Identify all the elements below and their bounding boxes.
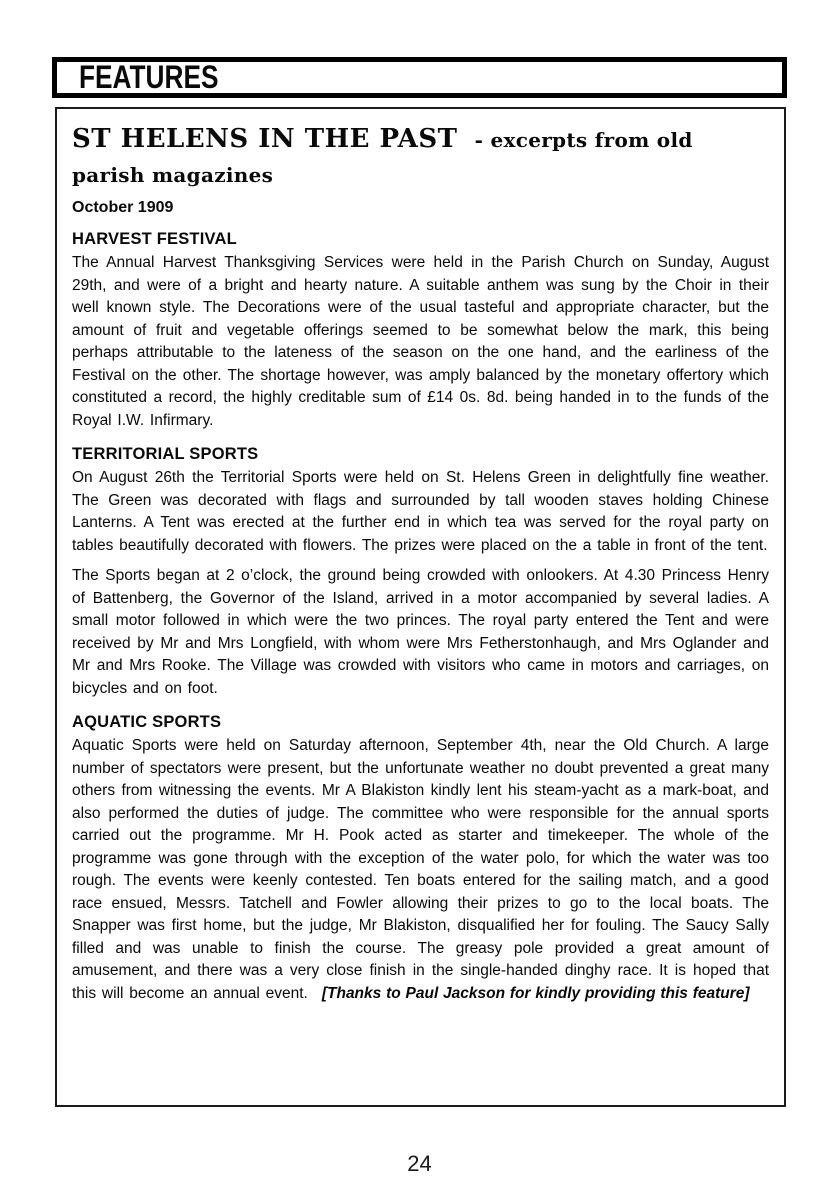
aquatic-sports-paragraph-text: Aquatic Sports were held on Saturday afternoon, September 4th, near the Old Church. A large number of spectators were present, but the unfortunate weather no doubt prevented a great many others from witnessing the events. Mr A Blakiston kindly lent his steam-yacht as a mark-boat, and also performed the duties of judge. The committee who were responsible for the annual sports carried out the programme. Mr H. Pook acted as starter and timekeeper. The whole of the programme was gone through with the exception of the water polo, for which the water was too rough. The events were keenly contested. Ten boats entered for the sailing match, and a good race ensued, Messrs. Tatchell and Fowler allowing their prizes to go to the local boats. The Snapper was first home, but the judge, Mr Blakiston, disqualified her for fouling. The Saucy Sally filled and was unable to finish the course. The greasy pole provided a great amount of amusement, and there was a very close finish in the single-handed dinghy race. It is hoped that this will become an annual event.: [72, 737, 769, 1002]
features-header-box: [52, 57, 787, 98]
article-title-subtitle: - excerpts from old parish magazines: [72, 128, 693, 188]
harvest-festival-paragraph: The Annual Harvest Thanksgiving Services were held in the Parish Church on Sunday, August 29th, and were of a bright and hearty nature. A suitable anthem was sung by the Choir in their well known style. The Decorations were of the usual tasteful and appropriate character, but the amount of fruit and vegetable offerings seemed to be somewhat below the mark, this being perhaps attributable to the lateness of the season on the one hand, and the earliness of the Festival on the other. The shortage however, was amply balanced by the monetary offertory which constituted a record, the highly creditable sum of £14 0s. 8d. being handed in to the funds of the Royal I.W. Infirmary.: [72, 254, 769, 429]
section-heading-harvest-festival: HARVEST FESTIVAL: [72, 230, 237, 249]
article-title: [72, 119, 769, 189]
article-box: [55, 107, 786, 1107]
section-heading-aquatic-sports: AQUATIC SPORTS: [72, 713, 222, 732]
page-number: 24: [407, 1151, 432, 1176]
article-date: October 1909: [72, 199, 174, 217]
aquatic-sports-paragraph: [72, 735, 769, 1005]
territorial-sports-paragraph-1: On August 26th the Territorial Sports were held on St. Helens Green in delightfully fine weather. The Green was decorated with flags and surrounded by tall wooden staves holding Chinese Lanterns. A Tent was erected at the further end in which tea was served for the royal party on tables beautifully decorated with flowers. The prizes were placed on the a table in front of the tent.: [72, 469, 769, 554]
article-title-main: ST HELENS IN THE PAST: [72, 124, 458, 154]
section-heading-territorial-sports: TERRITORIAL SPORTS: [72, 445, 259, 464]
features-title: FEATURES: [79, 59, 219, 95]
territorial-sports-paragraph-2: The Sports began at 2 o’clock, the ground being crowded with onlookers. At 4.30 Princess Henry of Battenberg, the Governor of the Island, arrived in a motor accompanied by several ladies. A small motor followed in which were the two princes. The royal party entered the Tent and were received by Mr and Mrs Longfield, with whom were Mrs Fetherstonhaugh, and Mrs Oglander and Mr and Mrs Rooke. The Village was crowded with visitors who came in motors and carriages, on bicycles and on foot.: [72, 567, 769, 697]
feature-credit: [Thanks to Paul Jackson for kindly providing this feature]: [321, 984, 750, 1002]
